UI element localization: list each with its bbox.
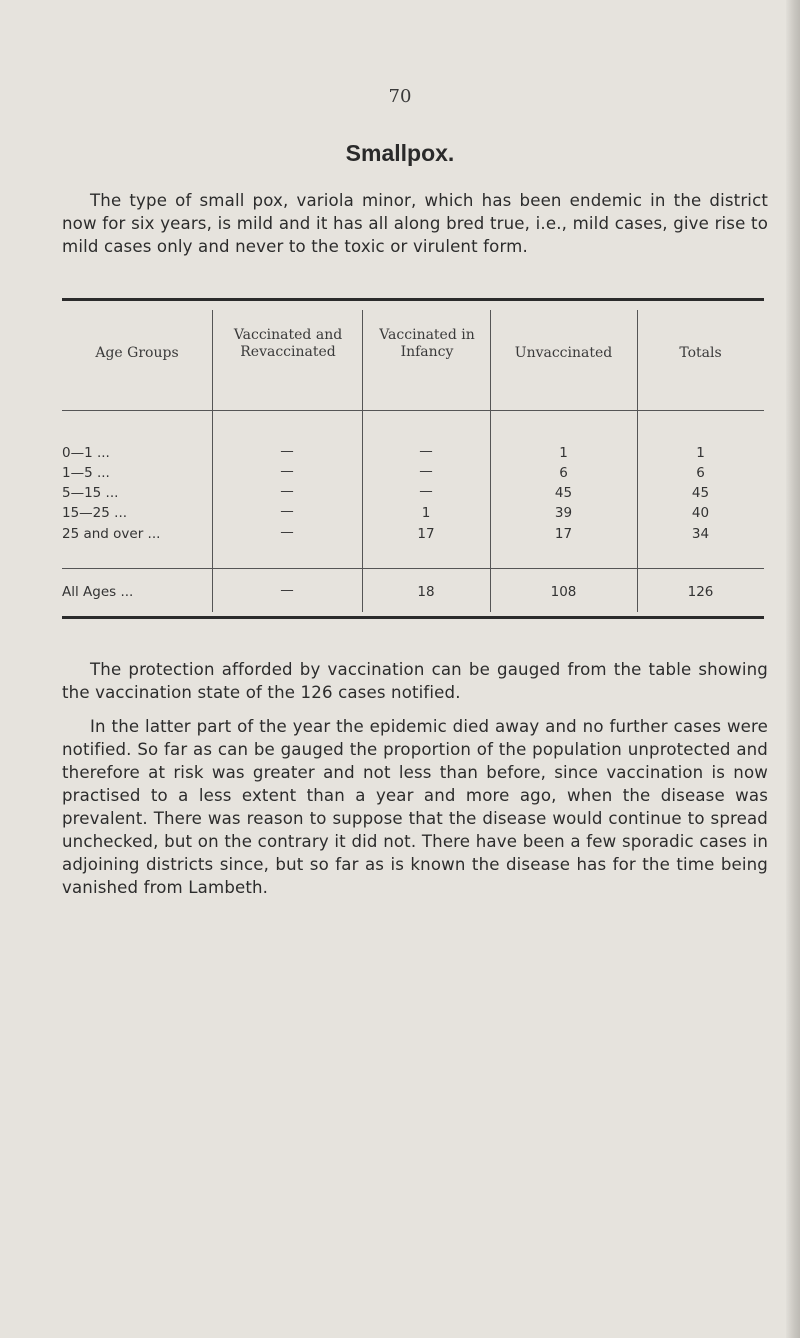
table-cell: 40 <box>691 505 710 521</box>
table-col-divider <box>212 310 213 612</box>
table-cell: 108 <box>550 584 577 600</box>
table-cell: 6 <box>696 465 705 481</box>
table-cell: 1 <box>696 445 705 461</box>
table-cell: — <box>280 443 294 459</box>
row-label: 5—15 ... <box>62 485 119 501</box>
table-cell: 6 <box>559 465 568 481</box>
row-label: All Ages ... <box>62 584 134 600</box>
header-unvaccinated: Unvaccinated <box>514 345 613 361</box>
header-vaccinated-revaccinated: Vaccinated and Revaccinated <box>233 327 343 360</box>
row-label: 1—5 ... <box>62 465 110 481</box>
header-rule <box>62 410 764 411</box>
page-edge-shadow <box>786 0 800 1338</box>
header-age-groups: Age Groups <box>95 345 179 361</box>
table-cell: — <box>419 443 433 459</box>
section-heading: Smallpox. <box>345 140 455 166</box>
table-cell: 18 <box>417 584 435 600</box>
row-label: 15—25 ... <box>62 505 128 521</box>
table-cell: — <box>280 463 294 479</box>
header-vaccinated-infancy: Vaccinated in Infancy <box>379 327 475 360</box>
epidemic-paragraph: In the latter part of the year the epidemic died away and no further cases were notified. So far as can be gauged the proportion of the population unprotected and therefore at risk was greater and not less than before, since vaccination is now practised to a less extent than a year and more ago, when the disease was prevalent. There was reason to suppose that the disease would continue to spread unchecked, but on the contrary it did not. There have been a few sporadic cases in adjoining districts since, but so far as is known the disease has for the time being vanished from Lambeth. <box>62 717 768 897</box>
table-cell: — <box>280 503 294 519</box>
table-cell: 1 <box>421 505 431 521</box>
table-cell: 45 <box>554 485 573 501</box>
table-cell: — <box>419 463 433 479</box>
table-cell: — <box>419 483 433 499</box>
table-cell: 126 <box>687 584 714 600</box>
protection-paragraph: The protection afforded by vaccination can be gauged from the table showing the vaccination state of the 126 cases notified. <box>62 660 768 702</box>
table-cell: 17 <box>417 526 435 542</box>
table-top-rule <box>62 298 764 301</box>
table-cell: 17 <box>554 526 573 542</box>
table-cell: 34 <box>691 526 710 542</box>
table-cell: 45 <box>691 485 710 501</box>
header-totals: Totals <box>679 345 722 361</box>
table-bottom-rule <box>62 616 764 619</box>
table-cell: — <box>280 524 294 540</box>
table-cell: 1 <box>559 445 568 461</box>
intro-paragraph: The type of small pox, variola minor, which has been endemic in the district now for six years, is mild and it has all along bred true, i.e., mild cases, give rise to mild cases only and never to the toxic or virulent form. <box>62 191 768 256</box>
table-cell: — <box>280 582 294 598</box>
page-number: 70 <box>388 86 412 107</box>
table-cell: — <box>280 483 294 499</box>
row-label: 25 and over ... <box>62 526 161 542</box>
table-cell: 39 <box>554 505 573 521</box>
row-label: 0—1 ... <box>62 445 110 461</box>
table-col-divider <box>362 310 363 612</box>
total-rule <box>62 568 764 569</box>
